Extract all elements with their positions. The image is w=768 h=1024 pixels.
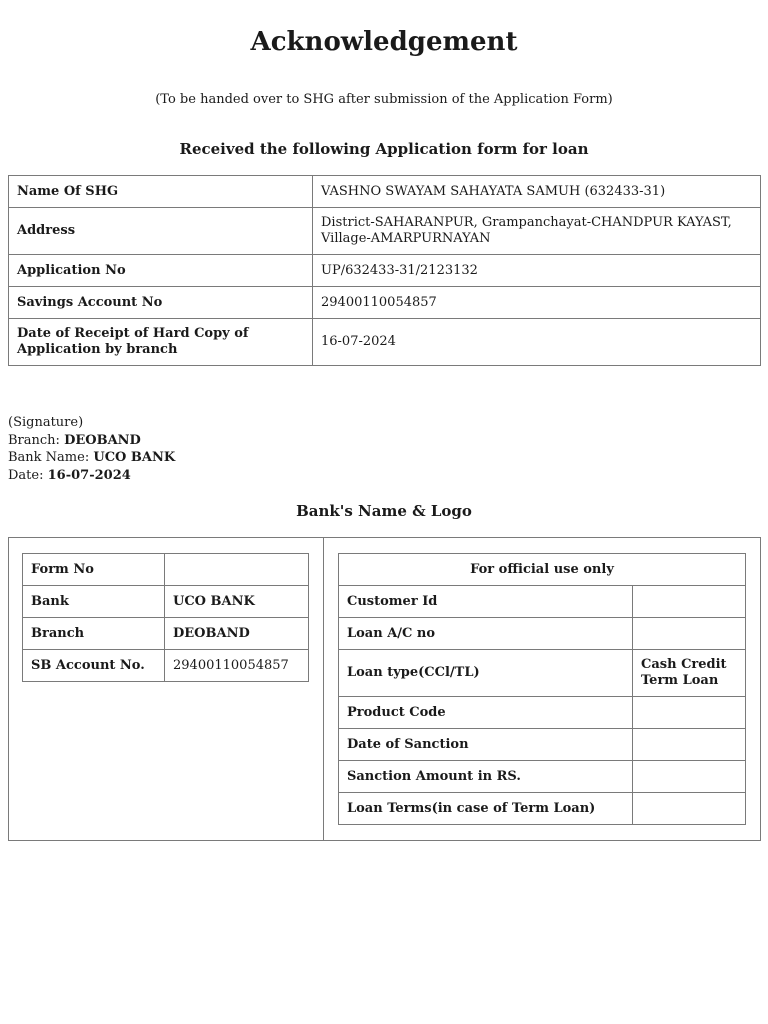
sanction-amount-value	[633, 761, 746, 793]
table-row	[339, 618, 746, 650]
loan-ac-value	[633, 618, 746, 650]
sanction-date-label: Date of Sanction	[339, 729, 633, 761]
form-no-value	[165, 554, 309, 586]
received-heading: Received the following Application form for loan	[179, 140, 589, 158]
savings-account-label: Savings Account No	[9, 287, 313, 319]
table-row	[339, 729, 746, 761]
table-row	[339, 554, 746, 586]
branch-line	[8, 432, 175, 450]
date-line	[8, 467, 175, 485]
table-row	[9, 208, 761, 255]
form-no-label: Form No	[23, 554, 165, 586]
branch-label: Branch:	[8, 432, 60, 448]
table-row	[339, 650, 746, 697]
table-row	[339, 697, 746, 729]
handover-note: (To be handed over to SHG after submission of the Application Form)	[155, 92, 613, 107]
official-use-table	[338, 553, 746, 825]
product-code-label: Product Code	[339, 697, 633, 729]
bank-name-line	[8, 449, 175, 467]
table-row	[339, 586, 746, 618]
customer-id-value	[633, 586, 746, 618]
loan-terms-label: Loan Terms(in case of Term Loan)	[339, 793, 633, 825]
application-no-label: Application No	[9, 255, 313, 287]
receipt-date-label: Date of Receipt of Hard Copy of Application by branch	[9, 319, 313, 366]
table-row	[339, 761, 746, 793]
table-row	[23, 618, 309, 650]
bank-logo-heading: Bank's Name & Logo	[296, 502, 472, 520]
bank-section-divider	[323, 538, 324, 840]
bank-details-table	[22, 553, 309, 682]
branch-value: DEOBAND	[64, 432, 141, 448]
bank-label: Bank	[23, 586, 165, 618]
table-row	[23, 650, 309, 682]
table-row	[9, 176, 761, 208]
loan-ac-label: Loan A/C no	[339, 618, 633, 650]
table-row	[9, 255, 761, 287]
sanction-date-value	[633, 729, 746, 761]
savings-account-value: 29400110054857	[313, 287, 761, 319]
bank-value: UCO BANK	[165, 586, 309, 618]
receipt-date-value: 16-07-2024	[313, 319, 761, 366]
date-label: Date:	[8, 468, 44, 484]
bank-name-label: Bank Name:	[8, 450, 90, 466]
sb-account-label: SB Account No.	[23, 650, 165, 682]
loan-terms-value	[633, 793, 746, 825]
customer-id-label: Customer Id	[339, 586, 633, 618]
signature-block	[8, 414, 175, 485]
application-no-value: UP/632433-31/2123132	[313, 255, 761, 287]
signature-text: (Signature)	[8, 415, 84, 430]
official-use-header: For official use only	[339, 554, 746, 586]
loan-type-value	[633, 650, 746, 697]
table-row	[23, 554, 309, 586]
address-value: District-SAHARANPUR, Grampanchayat-CHANDPUR KAYAST, Village-AMARPURNAYAN	[313, 208, 761, 255]
branch-value-cell: DEOBAND	[165, 618, 309, 650]
page-title: Acknowledgement	[250, 27, 518, 57]
table-row	[9, 287, 761, 319]
loan-type-option-cash-credit: Cash Credit	[641, 657, 727, 672]
name-of-shg-value: VASHNO SWAYAM SAHAYATA SAMUH (632433-31)	[313, 176, 761, 208]
sanction-amount-label: Sanction Amount in RS.	[339, 761, 633, 793]
application-details-table	[8, 175, 761, 366]
table-row	[23, 586, 309, 618]
table-row	[339, 793, 746, 825]
product-code-value	[633, 697, 746, 729]
loan-type-label: Loan type(CCl/TL)	[339, 650, 633, 697]
address-label: Address	[9, 208, 313, 255]
name-of-shg-label: Name Of SHG	[9, 176, 313, 208]
sb-account-value: 29400110054857	[165, 650, 309, 682]
loan-type-option-term-loan: Term Loan	[641, 673, 719, 688]
branch-label-cell: Branch	[23, 618, 165, 650]
bank-name-value: UCO BANK	[93, 450, 176, 466]
table-row	[9, 319, 761, 366]
date-value: 16-07-2024	[47, 468, 131, 484]
